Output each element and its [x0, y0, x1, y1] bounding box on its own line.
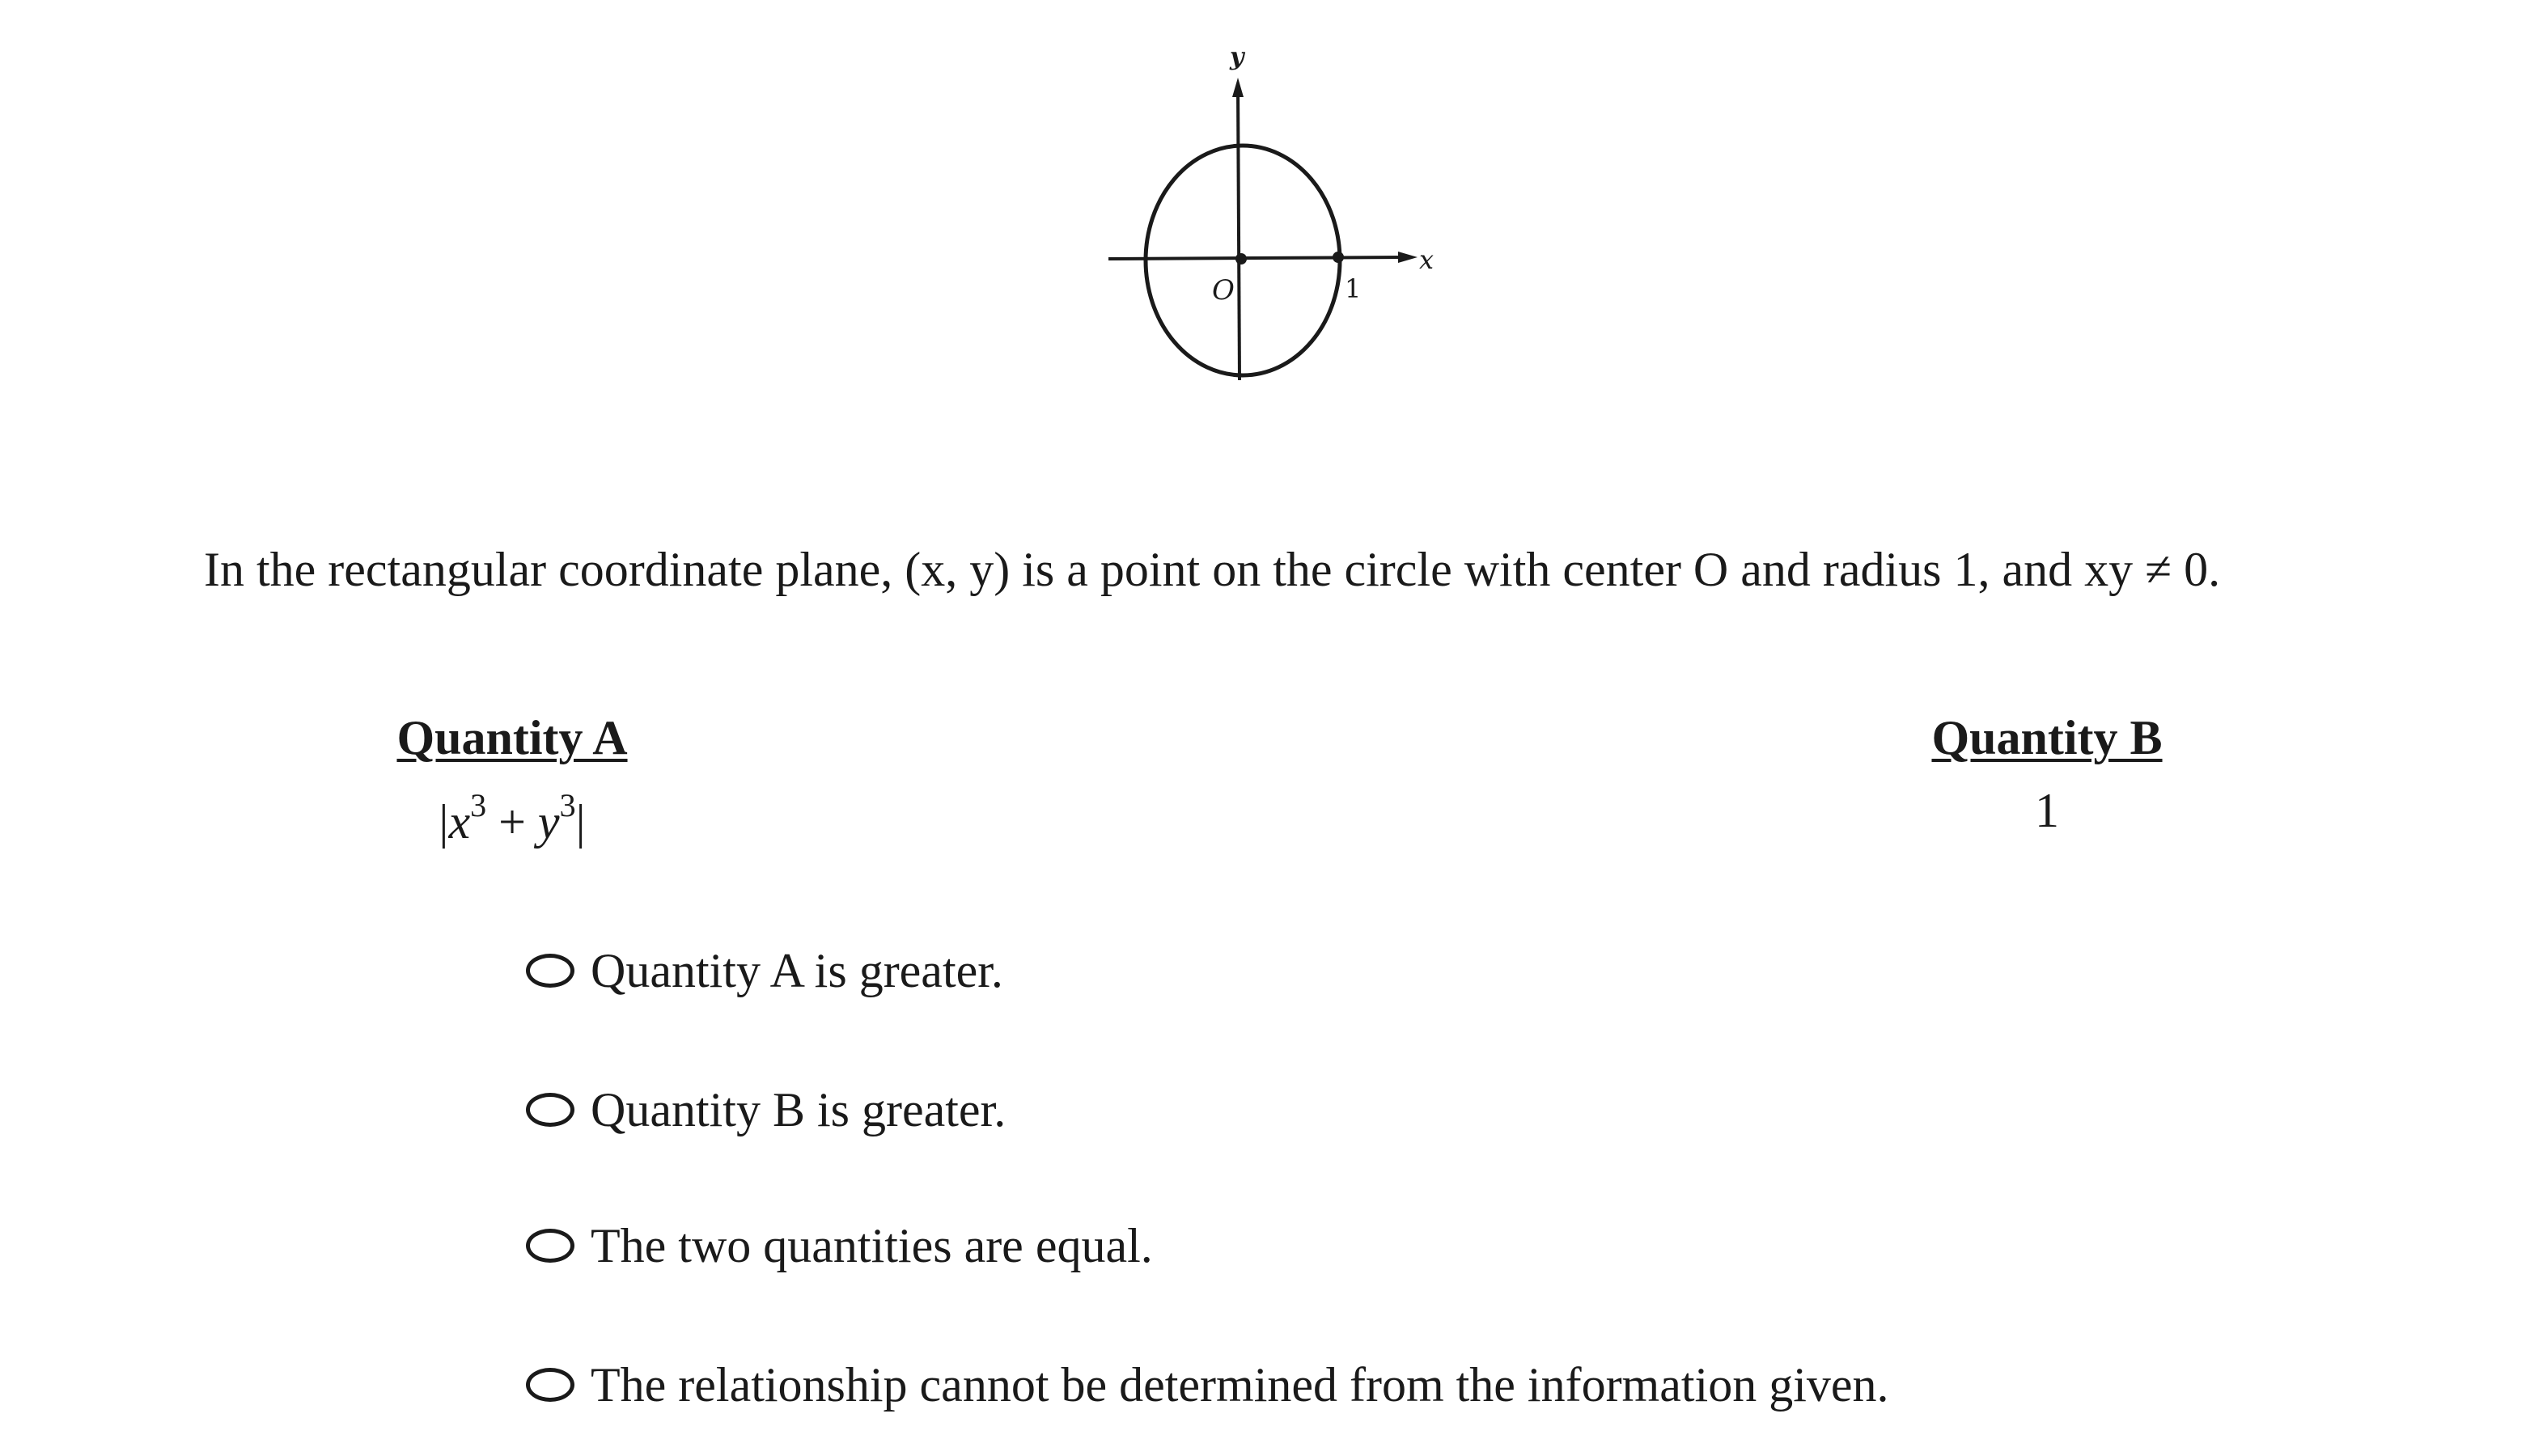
x-axis-label: x: [1419, 244, 1435, 275]
x-axis: [1108, 257, 1405, 259]
quantity-a-column: [387, 709, 638, 854]
origin-point: [1235, 253, 1247, 265]
y-axis-arrow: [1232, 78, 1244, 97]
option-cannot-determine[interactable]: [526, 1352, 1889, 1417]
origin-label: O: [1212, 274, 1235, 307]
option-label: The relationship cannot be determined from the information given.: [591, 1358, 1889, 1412]
option-label: Quantity A is greater.: [591, 944, 1003, 997]
radio-button[interactable]: [526, 1368, 574, 1402]
radio-button[interactable]: [526, 954, 574, 988]
exp-y: 3: [559, 787, 576, 823]
var-y: y: [537, 795, 560, 849]
quantity-b-value: 1: [2035, 784, 2059, 837]
option-b-greater[interactable]: [526, 1077, 1006, 1142]
radio-button[interactable]: [526, 1229, 574, 1263]
option-label: Quantity B is greater.: [591, 1083, 1007, 1136]
y-axis: [1238, 87, 1240, 380]
point-one-label: 1: [1345, 273, 1362, 304]
quantity-b-column: [1918, 709, 2176, 843]
x-axis-arrow: [1398, 252, 1418, 263]
y-axis-label: y: [1230, 43, 1244, 71]
radio-button[interactable]: [526, 1093, 574, 1127]
quantity-a-expression: [387, 778, 638, 854]
question-text: In the rectangular coordinate plane, (x, y) is a point on the circle with center O and radius 1, and xy ≠ 0.: [204, 543, 2221, 596]
abs-close: |: [575, 795, 586, 849]
circle-diagram: [1084, 32, 1456, 421]
var-x: x: [448, 795, 471, 849]
coordinate-figure: [1084, 32, 1456, 421]
quantity-a-heading: Quantity A: [396, 711, 628, 764]
point-one: [1333, 252, 1344, 263]
exp-x: 3: [470, 787, 487, 823]
plus-sign: +: [486, 795, 538, 849]
option-label: The two quantities are equal.: [591, 1219, 1153, 1272]
quantity-b-heading: Quantity B: [1931, 711, 2163, 764]
option-equal[interactable]: [526, 1213, 1153, 1278]
option-a-greater[interactable]: [526, 938, 1003, 1003]
abs-open: |: [439, 795, 449, 849]
